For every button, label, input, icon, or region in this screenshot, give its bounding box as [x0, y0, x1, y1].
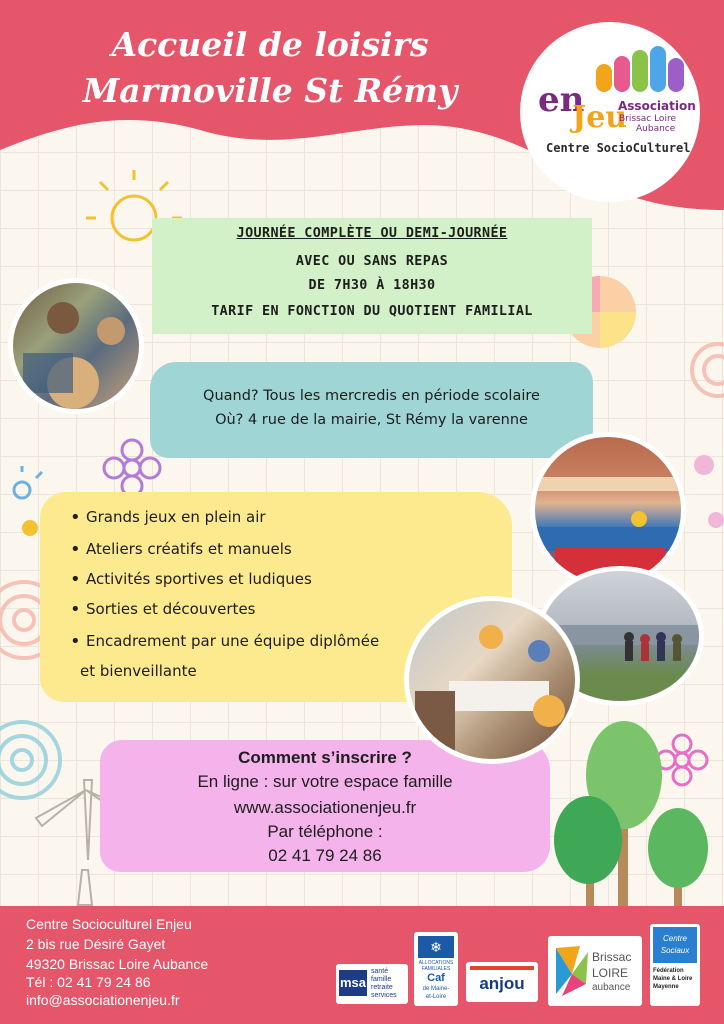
- activity-item-continuation: et bienveillante: [80, 662, 197, 680]
- activity-item: • Ateliers créatifs et manuels: [86, 540, 292, 558]
- schedule-line: JOURNÉE COMPLÈTE OU DEMI-JOURNÉE: [236, 226, 508, 241]
- logo-characters-icon: [592, 44, 688, 96]
- msa-text: famille: [371, 976, 392, 983]
- registration-phone: 02 41 79 24 86: [268, 846, 382, 865]
- page-title: Accueil de loisirs Marmoville St Rémy: [82, 25, 458, 110]
- logo-text-jeu: Jeu: [572, 100, 628, 135]
- logo-text-place: Aubance: [636, 124, 676, 134]
- brissac-text: Brissac: [592, 950, 632, 964]
- registration-website: www.associationenjeu.fr: [233, 798, 417, 817]
- heart-doodle-icon: [694, 455, 724, 528]
- activity-item: • Encadrement par une équipe diplômée: [86, 632, 379, 650]
- photo-craft-workshop: [404, 596, 580, 764]
- registration-online: En ligne : sur votre espace famille: [197, 772, 453, 791]
- anjou-stripe: [470, 966, 534, 970]
- photo-placeholder-icon: [535, 437, 681, 583]
- brissac-logo: [548, 936, 642, 1006]
- logo-text-en: en: [538, 80, 585, 120]
- footer: [0, 906, 724, 1024]
- anjou-text: anjou: [479, 974, 525, 993]
- dot-icon: [22, 520, 38, 536]
- centres-sociaux-text: Mayenne: [653, 984, 679, 990]
- activity-item: • Sorties et découvertes: [86, 600, 255, 618]
- schedule-line: TARIF EN FONCTION DU QUOTIENT FAMILIAL: [211, 304, 533, 319]
- spiral-icon: [692, 344, 724, 396]
- caf-text: ALLOCATIONS: [418, 960, 454, 966]
- footer-address: 2 bis rue Désiré Gayet: [26, 936, 166, 952]
- flower-icon: [657, 735, 707, 785]
- caf-logo: [414, 932, 458, 1006]
- when-where-box: [150, 362, 593, 458]
- caf-text: de Maine-: [422, 986, 450, 992]
- logo-text-association: Association: [618, 99, 696, 113]
- registration-phone-label: Par téléphone :: [267, 822, 383, 841]
- brissac-text: LOIRE: [592, 966, 629, 980]
- msa-brand: msa: [339, 970, 367, 996]
- tree-icon: [554, 721, 708, 906]
- when-text: Quand? Tous les mercredis en période scolaire: [203, 388, 540, 404]
- msa-text: services: [371, 992, 397, 999]
- msa-text: santé: [371, 968, 389, 975]
- centres-sociaux-logo: [650, 924, 700, 1006]
- centres-sociaux-text: Fédération: [653, 968, 684, 974]
- anjou-logo: [466, 962, 538, 1002]
- where-text: Où? 4 rue de la mairie, St Rémy la varenne: [215, 412, 528, 428]
- brissac-text: aubance: [592, 982, 631, 993]
- logo-text-place: Brissac Loire: [619, 114, 676, 124]
- schedule-info-box: [152, 218, 592, 334]
- footer-email: info@associationenjeu.fr: [26, 992, 180, 1008]
- activity-item: • Grands jeux en plein air: [86, 508, 266, 526]
- photo-placeholder-icon: [409, 601, 575, 759]
- centres-sociaux-text: Maine & Loire: [653, 976, 693, 982]
- photo-children-crafting: [8, 278, 144, 414]
- centres-sociaux-brand: Centre Sociaux: [653, 927, 697, 963]
- sun-doodle-icon: [14, 466, 42, 498]
- caf-snowflake-icon: ❄: [418, 936, 454, 958]
- spiral-icon: [0, 722, 60, 798]
- brissac-leaf-icon: [552, 944, 590, 998]
- photo-gym-hall: [530, 432, 686, 588]
- footer-org: Centre Socioculturel Enjeu: [26, 916, 192, 932]
- photo-placeholder-icon: [13, 283, 139, 409]
- activity-item: • Activités sportives et ludiques: [86, 570, 312, 588]
- msa-logo: [336, 964, 408, 1004]
- schedule-line: AVEC OU SANS REPAS: [295, 254, 449, 269]
- footer-tel: Tél : 02 41 79 24 86: [26, 974, 151, 990]
- footer-address: 49320 Brissac Loire Aubance: [26, 956, 209, 972]
- schedule-line: DE 7H30 À 18H30: [308, 278, 436, 293]
- caf-text: FAMILIALES: [421, 966, 451, 972]
- caf-text: et-Loire: [425, 994, 447, 1000]
- registration-heading: Comment s’inscrire ?: [238, 748, 412, 767]
- caf-brand: Caf: [427, 972, 445, 984]
- logo-text-centre: Centre SocioCulturel: [546, 141, 691, 155]
- msa-text: retraite: [371, 984, 393, 991]
